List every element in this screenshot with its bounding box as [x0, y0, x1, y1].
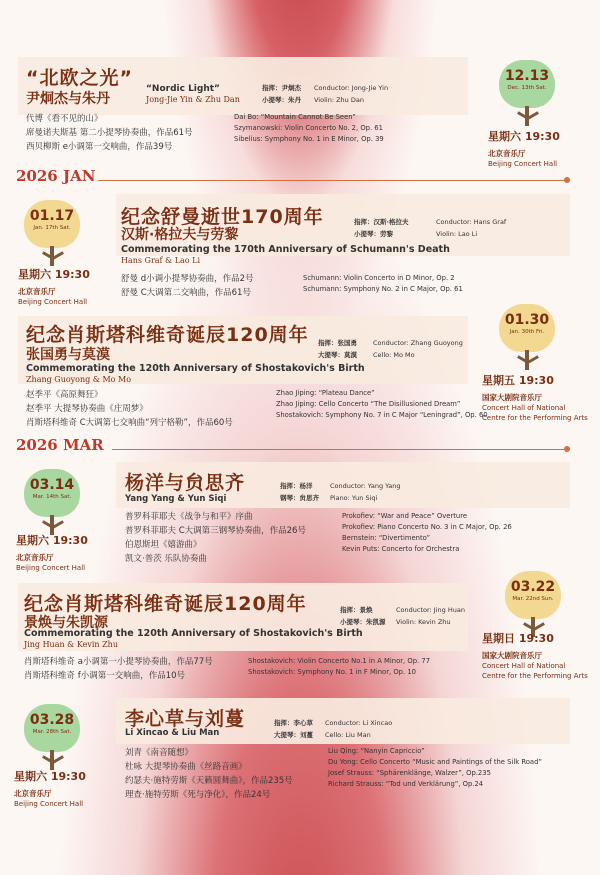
venue-name-en: Concert Hall of National — [482, 662, 566, 670]
program-item: 代博《看不见的山》 — [26, 114, 103, 124]
concert-date-sub: Jan. 17th Sat. — [33, 225, 71, 231]
program-zh — [26, 112, 193, 154]
program-item-en: Zhao Jiping: “Plateau Dance” — [276, 389, 375, 397]
program-item-en: Richard Strauss: “Tod und Verklärung”, Op.24 — [328, 780, 484, 788]
conductor-label: 指挥：汉斯·格拉夫 — [354, 218, 409, 226]
concert-subtitle: 尹炯杰与朱丹 — [26, 91, 110, 107]
program-en — [276, 388, 488, 421]
concert-date-sub: Mar. 28th Sat. — [32, 729, 72, 735]
date-tree-icon — [497, 304, 557, 374]
soloist-label: 小提琴：劳黎 — [354, 230, 393, 238]
program-zh — [24, 655, 213, 683]
soloist-label-en: Cello: Mo Mo — [373, 351, 415, 359]
concert-date: 01.30 — [504, 312, 550, 328]
soloist-label: 大提琴：莫漠 — [318, 351, 357, 359]
concert-subtitle-en: Li Xincao & Liu Man — [125, 728, 220, 738]
venue-block — [488, 128, 560, 169]
performers-pinyin: Zhang Guoyong & Mo Mo — [26, 375, 132, 384]
concert-title: 纪念肖斯塔科维奇诞辰120周年 — [24, 593, 307, 615]
program-item: 凯文·普茨 乐队协奏曲 — [125, 554, 207, 564]
program-zh — [125, 746, 293, 802]
program-item: 杜咏 大提琴协奏曲《丝路音画》 — [125, 762, 247, 772]
program-item-en: Prokofiev: “War and Peace” Overture — [342, 512, 468, 520]
soloist-label: 大提琴：刘蔓 — [274, 731, 313, 739]
program-item: 西贝柳斯 e小调第一交响曲，作品39号 — [26, 142, 173, 152]
program-item-en: Zhao Jiping: Cello Concerto “The Disillusioned Dream” — [276, 400, 461, 408]
program-item-en: Prokofiev: Piano Concerto No. 3 in C Major, Op. 26 — [342, 523, 512, 531]
soloist-label-en: Cello: Liu Man — [325, 731, 371, 739]
soloist-label: 小提琴：朱丹 — [262, 96, 301, 104]
program-item: 席曼诺夫斯基 第二小提琴协奏曲，作品61号 — [26, 128, 193, 138]
program-zh — [26, 388, 233, 430]
concert-title: 李心草与刘蔓 — [125, 708, 246, 730]
concert-title: 杨洋与贠思齐 — [125, 472, 246, 494]
venue-name: 北京音乐厅 — [16, 553, 54, 562]
concert-subtitle-en: Commemorating the 120th Anniversary of Shostakovich's Birth — [24, 628, 363, 639]
venue-name-en: Centre for the Performing Arts — [482, 672, 588, 680]
conductor-label: 指挥：景焕 — [340, 606, 373, 614]
program-item-en: Du Yong: Cello Concerto “Music and Paintings of the Silk Road” — [328, 758, 542, 766]
concert-subtitle: 景焕与朱凯源 — [24, 615, 108, 631]
soloist-label-en: Violin: Lao Li — [436, 230, 478, 238]
conductor-label-en: Conductor: Jing Huan — [396, 606, 465, 614]
conductor-label-en: Conductor: Li Xincao — [325, 719, 393, 727]
conductor-label: 指挥：李心草 — [274, 719, 313, 727]
soloist-label: 钢琴：贠思齐 — [280, 494, 319, 502]
date-tree-icon — [497, 60, 557, 130]
soloist-label: 小提琴：朱凯源 — [340, 618, 386, 626]
month-divider — [112, 449, 566, 450]
program-item: 肖斯塔科维奇 a小调第一小提琴协奏曲，作品77号 — [24, 657, 213, 667]
program-item: 肖斯塔科维奇 f小调第一交响曲，作品10号 — [24, 671, 186, 681]
concert-time: 星期日 19:30 — [482, 632, 554, 645]
concert-time: 星期六 19:30 — [14, 770, 86, 783]
conductor-label-en: Conductor: Jong-Jie Yin — [314, 84, 389, 92]
program-en — [234, 112, 384, 145]
concert-title: 纪念舒曼逝世170周年 — [121, 206, 324, 228]
month-heading: 2026 MAR — [16, 436, 104, 454]
concert-subtitle-en: “Nordic Light” — [146, 84, 220, 94]
month-divider-dot — [564, 446, 570, 452]
venue-name-en: Beijing Concert Hall — [488, 160, 558, 168]
program-item-en: Shostakovich: Symphony No. 7 in C Major “Leningrad”, Op. 60 — [276, 411, 488, 419]
program-en — [328, 746, 542, 790]
venue-name-en: Beijing Concert Hall — [18, 298, 88, 306]
month-divider-dot — [564, 177, 570, 183]
conductor-label: 指挥：张国勇 — [318, 339, 357, 347]
concert-time: 星期六 19:30 — [18, 268, 90, 281]
venue-name-en: Concert Hall of National — [482, 404, 566, 412]
soloist-label-en: Piano: Yun Siqi — [330, 494, 378, 502]
month-divider — [98, 180, 566, 181]
program-item-en: Kevin Puts: Concerto for Orchestra — [342, 545, 460, 553]
program-zh — [121, 272, 254, 300]
venue-name: 北京音乐厅 — [14, 789, 52, 798]
concert-date: 03.28 — [29, 712, 75, 728]
program-en — [303, 273, 463, 295]
program-item-en: Shostakovich: Violin Concerto No.1 in A Minor, Op. 77 — [248, 657, 431, 665]
performers-pinyin: Jing Huan & Kevin Zhu — [24, 640, 118, 649]
venue-block — [14, 768, 86, 809]
program-item: 理查·施特劳斯《死与净化》，作品24号 — [125, 790, 271, 800]
program-item-en: Shostakovich: Symphony No. 1 in F Minor, Op. 10 — [248, 668, 416, 676]
date-tree-icon — [22, 469, 82, 539]
concert-time: 星期六 19:30 — [488, 130, 560, 143]
concert-title: “北欧之光” — [26, 67, 133, 89]
program-item: 赵季平《高原舞狂》 — [26, 390, 103, 400]
program-item: 普罗科菲耶夫《战争与和平》序曲 — [125, 512, 253, 522]
month-heading: 2026 JAN — [16, 167, 96, 185]
program-item-en: Liu Qing: “Nanyin Capriccio” — [328, 747, 425, 755]
program-item-en: Schumann: Symphony No. 2 in C Major, Op. 61 — [303, 285, 463, 293]
venue-name-en: Centre for the Performing Arts — [482, 414, 588, 422]
venue-name: 国家大剧院音乐厅 — [482, 393, 542, 402]
program-item: 伯恩斯坦《嬉游曲》 — [125, 540, 202, 550]
venue-block — [18, 266, 90, 307]
program-zh — [125, 510, 306, 566]
venue-name: 北京音乐厅 — [488, 149, 526, 158]
concert-time: 星期五 19:30 — [482, 374, 554, 387]
concert-subtitle-en: Yang Yang & Yun Siqi — [125, 494, 227, 504]
concert-date: 01.17 — [29, 208, 75, 224]
program-en — [248, 656, 430, 678]
conductor-label-en: Conductor: Hans Graf — [436, 218, 507, 226]
venue-block — [16, 532, 88, 573]
concert-subtitle-en: Commemorating the 170th Anniversary of Schumann's Death — [121, 244, 450, 255]
conductor-label: 指挥：杨洋 — [280, 482, 313, 490]
concert-subtitle: 张国勇与莫漠 — [26, 347, 110, 363]
venue-name-en: Beijing Concert Hall — [14, 800, 84, 808]
performers-pinyin: Hans Graf & Lao Li — [121, 256, 201, 265]
program-item: 肖斯塔科维奇 C大调第七交响曲“列宁格勒”，作品60号 — [26, 418, 233, 428]
venue-name-en: Beijing Concert Hall — [16, 564, 86, 572]
concert-date: 03.22 — [510, 579, 556, 595]
program-item: 舒曼 C大调第二交响曲，作品61号 — [121, 288, 251, 298]
venue-block — [482, 372, 588, 423]
concert-subtitle: 汉斯·格拉夫与劳黎 — [121, 227, 239, 243]
conductor-label: 指挥：尹炯杰 — [262, 84, 301, 92]
concert-date-sub: Dec. 13th Sat. — [507, 85, 547, 91]
date-tree-icon — [22, 200, 82, 270]
soloist-label-en: Violin: Kevin Zhu — [396, 618, 451, 626]
program-item: 舒曼 d小调小提琴协奏曲，作品2号 — [121, 274, 254, 284]
program-item: 普罗科菲耶夫 C大调第三钢琴协奏曲，作品26号 — [125, 526, 306, 536]
venue-name: 国家大剧院音乐厅 — [482, 651, 542, 660]
program-en — [342, 511, 512, 555]
date-tree-icon — [22, 704, 82, 774]
concert-title: 纪念肖斯塔科维奇诞辰120周年 — [26, 324, 309, 346]
concert-date: 12.13 — [504, 68, 550, 84]
program-item-en: Bernstein: “Divertimento” — [342, 534, 431, 542]
concert-date-sub: Jan. 30th Fri. — [509, 329, 545, 335]
concert-subtitle-en: Commemorating the 120th Anniversary of Shostakovich's Birth — [26, 363, 365, 374]
concert-date-sub: Mar. 22nd Sun. — [512, 596, 554, 602]
venue-name: 北京音乐厅 — [18, 287, 56, 296]
soloist-label-en: Violin: Zhu Dan — [314, 96, 364, 104]
concert-date-sub: Mar. 14th Sat. — [32, 494, 72, 500]
program-item-en: Szymanowski: Violin Concerto No. 2, Op. 61 — [234, 124, 383, 132]
conductor-label-en: Conductor: Yang Yang — [330, 482, 401, 490]
program-item-en: Josef Strauss: “Sphärenklänge, Walzer”, Op.235 — [328, 769, 491, 777]
program-item: 赵季平 大提琴协奏曲《庄周梦》 — [26, 404, 148, 414]
program-item-en: Schumann: Violin Concerto in D Minor, Op. 2 — [303, 274, 455, 282]
program-item-en: Sibelius: Symphony No. 1 in E Minor, Op. 39 — [234, 135, 384, 143]
program-item: 刘青《南音随想》 — [125, 748, 194, 758]
concert-date: 03.14 — [29, 477, 75, 493]
program-item-en: Dai Bo: “Mountain Cannot Be Seen” — [234, 113, 356, 121]
venue-block — [482, 630, 588, 681]
concert-time: 星期六 19:30 — [16, 534, 88, 547]
performers-pinyin: Jong-Jie Yin & Zhu Dan — [146, 95, 240, 104]
program-item: 约瑟夫·施特劳斯《天籁圆舞曲》，作品235号 — [125, 776, 293, 786]
conductor-label-en: Conductor: Zhang Guoyong — [373, 339, 463, 347]
